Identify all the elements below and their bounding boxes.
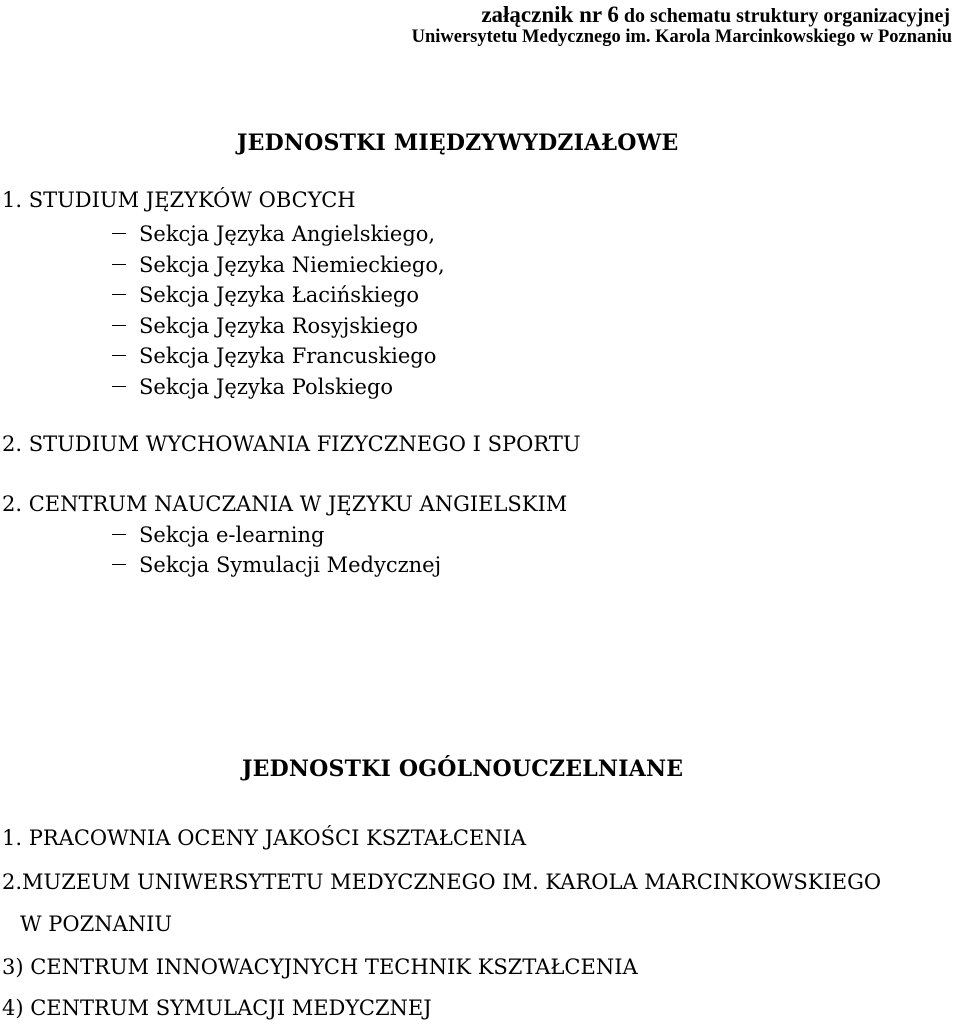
unit-physical-education: 2. STUDIUM WYCHOWANIA FIZYCZNEGO I SPORTU [2, 432, 581, 456]
subsection-item: Sekcja Symulacji Medycznej [112, 553, 441, 577]
subsection-item: Sekcja Języka Angielskiego, [112, 222, 435, 246]
dash-bullet [112, 386, 126, 388]
unit-quality-lab: 1. PRACOWNIA OCENY JAKOŚCI KSZTAŁCENIA [2, 826, 527, 850]
section-title-university-wide: JEDNOSTKI OGÓLNOUCZELNIANE [242, 756, 684, 782]
subsection-item: Sekcja Języka Łacińskiego [112, 283, 419, 307]
dash-bullet [112, 355, 126, 357]
unit-museum-continued: W POZNANIU [20, 912, 173, 936]
unit-museum: 2.MUZEUM UNIWERSYTETU MEDYCZNEGO IM. KAROLA MARCINKOWSKIEGO [2, 870, 882, 894]
dash-bullet [112, 564, 126, 566]
dash-bullet [112, 233, 126, 235]
dash-bullet [112, 264, 126, 266]
unit-innovative-teaching-centre: 3) CENTRUM INNOWACYJNYCH TECHNIK KSZTAŁCENIA [2, 955, 638, 979]
unit-english-teaching-centre: 2. CENTRUM NAUCZANIA W JĘZYKU ANGIELSKIM [2, 492, 568, 516]
subsection-item: Sekcja Języka Francuskiego [112, 344, 436, 368]
unit-foreign-languages: 1. STUDIUM JĘZYKÓW OBCYCH [2, 188, 356, 212]
annex-description: do schematu struktury organizacyjnej [618, 5, 950, 27]
annex-header [481, 2, 950, 28]
subsection-item: Sekcja Języka Niemieckiego, [112, 253, 445, 277]
subsection-item: Sekcja Języka Rosyjskiego [112, 314, 418, 338]
dash-bullet [112, 294, 126, 296]
subsection-item: Sekcja Języka Polskiego [112, 375, 393, 399]
section-title-interfaculty: JEDNOSTKI MIĘDZYWYDZIAŁOWE [237, 130, 679, 156]
university-name: Uniwersytetu Medycznego im. Karola Marcinkowskiego w Poznaniu [411, 27, 952, 47]
annex-number: załącznik nr 6 [481, 2, 619, 27]
dash-bullet [112, 325, 126, 327]
unit-medical-simulation-centre: 4) CENTRUM SYMULACJI MEDYCZNEJ [2, 996, 432, 1020]
subsection-item: Sekcja e-learning [112, 523, 324, 547]
dash-bullet [112, 534, 126, 536]
